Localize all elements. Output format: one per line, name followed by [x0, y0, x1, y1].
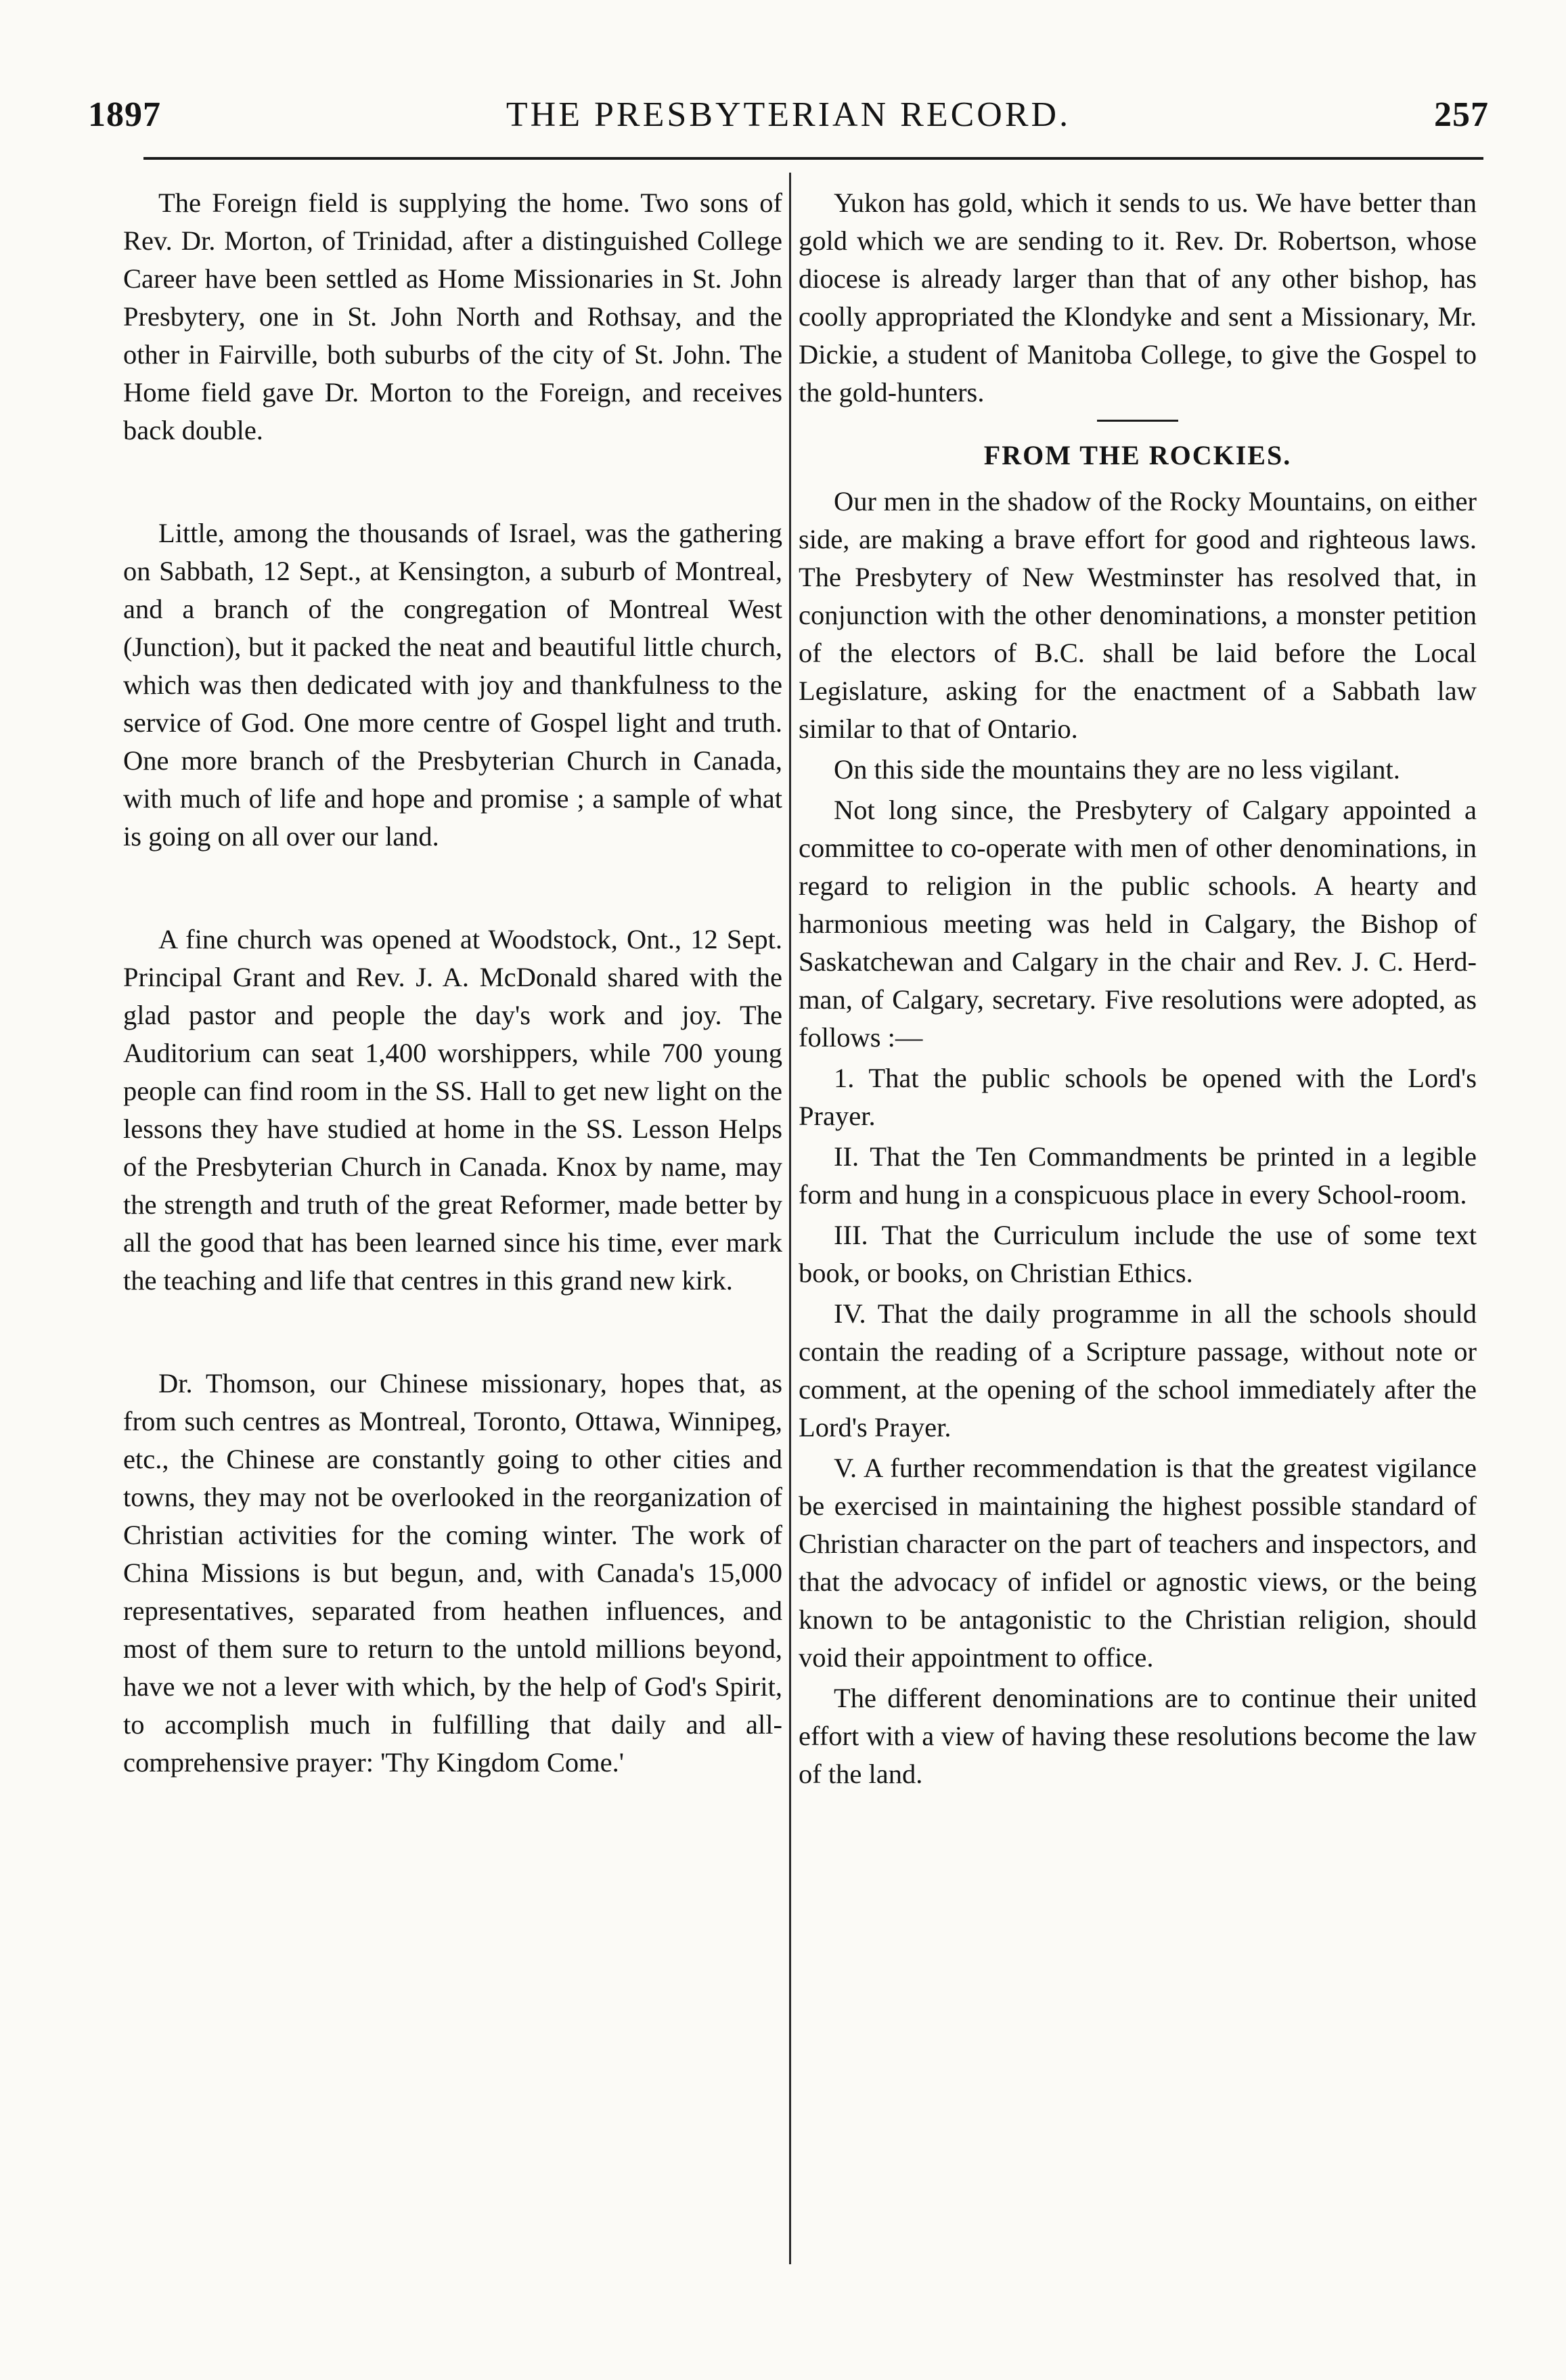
section-separator [1097, 420, 1178, 422]
resolution-item: 1. That the public schools be opened with the Lord's Prayer. [799, 1063, 1477, 1131]
article-woodstock: A fine church was opened at Woodstock, Ont., 12 Sept. Principal Grant and Rev. J. A. McDonald shared with the glad pastor and people the day's work and joy. The Auditorium can seat 1,400 worshippers, while 700 young people can find room in the SS. Hall to get new light on the lessons they have studied at home in the SS. Lesson Helps of the Presbyterian Church in Canada. Knox by name, may the strength and truth of the great Reformer, made better by all the good that has been learned since his time, ever mark the teaching and life that centres in this grand new kirk. [123, 924, 782, 1296]
publication-title: THE PRESBYTERIAN RECORD. [506, 95, 1071, 134]
right-column [799, 184, 1477, 1793]
rockies-paragraph: Not long since, the Presbytery of Calgary appointed a committee to co-operate with men of other denominations, in regard to religion in the public schools. A hearty and harmonious meeting was held in Calgary, the Bishop of Saskatchewan and Calgary in the chair and Rev. J. C. Herdman, of Calgary, secretary. Five resolutions were adopted, as follows :— [799, 795, 1477, 1053]
page-header [88, 95, 1489, 142]
article-yukon: Yukon has gold, which it sends to us. We have better than gold which we are sending to it. Rev. Dr. Robertson, whose diocese is already larger than that of any other bishop, has coolly appropriated the Klondyke and sent a Missionary, Mr. Dickie, a student of Manitoba College, to give the Gospel to the gold-hunters. [799, 188, 1477, 407]
section-heading: FROM THE ROCKIES. [983, 440, 1292, 470]
resolution-item: V. A further recommendation is that the greatest vigilance be exercised in maintaining the highest possible standard of Christian character on the part of teachers and inspectors, and that the advocacy of infidel or agnostic views, or the being known to be antagonistic to the Christian religion, should void their appointment to office. [799, 1453, 1477, 1673]
rockies-closing: The different denominations are to continue their united effort with a view of having these resolutions become the law of the land. [799, 1683, 1477, 1789]
article-chinese-missions: Dr. Thomson, our Chinese missionary, hopes that, as from such centres as Montreal, Toronto, Ottawa, Winnipeg, etc., the Chinese are constantly going to other cities and towns, they may not be overlooked in the reorganization of Christian activities for the coming winter. The work of China Missions is but begun, and, with Canada's 15,000 representatives, separated from heathen influences, and most of them sure to return to the untold millions beyond, have we not a lever with which, by the help of God's Spirit, to accomplish much in fulfilling that daily and all-comprehensive prayer: 'Thy Kingdom Come.' [123, 1368, 782, 1778]
resolution-item: II. That the Ten Commandments be printed in a legible form and hung in a conspicuous place in every School-room. [799, 1141, 1477, 1210]
resolution-item: IV. That the daily programme in all the schools should contain the reading of a Scripture passage, without note or comment, at the opening of the school immediately after the Lord's Prayer. [799, 1298, 1477, 1442]
rockies-paragraph: Our men in the shadow of the Rocky Mountains, on either side, are making a brave effort for good and righteous laws. The Presbytery of New Westminster has resolved that, in conjunction with the other denominations, a monster petition of the electors of B.C. shall be laid before the Local Legislature, asking for the enactment of a Sabbath law similar to that of Ontario. [799, 486, 1477, 744]
article-kensington: Little, among the thousands of Israel, was the gathering on Sabbath, 12 Sept., at Kensington, a suburb of Montreal, and a branch of the congregation of Montreal West (Junction), but it packed the neat and beautiful little church, which was then dedicated with joy and thankfulness to the service of God. One more centre of Gospel light and truth. One more branch of the Presbyterian Church in Canada, with much of life and hope and promise ; a sample of what is going on all over our land. [123, 518, 782, 852]
column-divider [789, 173, 791, 2264]
header-year: 1897 [88, 95, 161, 134]
header-rule [143, 157, 1483, 160]
rockies-paragraph: On this side the mountains they are no less vigilant. [834, 754, 1400, 785]
article-foreign-field: The Foreign field is supplying the home. Two sons of Rev. Dr. Morton, of Trinidad, after a distinguished College Career have been settled as Home Missionaries in St. John Presbytery, one in St. John North and Rothsay, and the other in Fairville, both suburbs of the city of St. John. The Home field gave Dr. Morton to the Foreign, and receives back double. [123, 188, 782, 445]
page-number: 257 [1434, 95, 1489, 134]
left-column [123, 184, 782, 1782]
resolution-item: III. That the Curriculum include the use of some text book, or books, on Christian Ethics. [799, 1220, 1477, 1288]
